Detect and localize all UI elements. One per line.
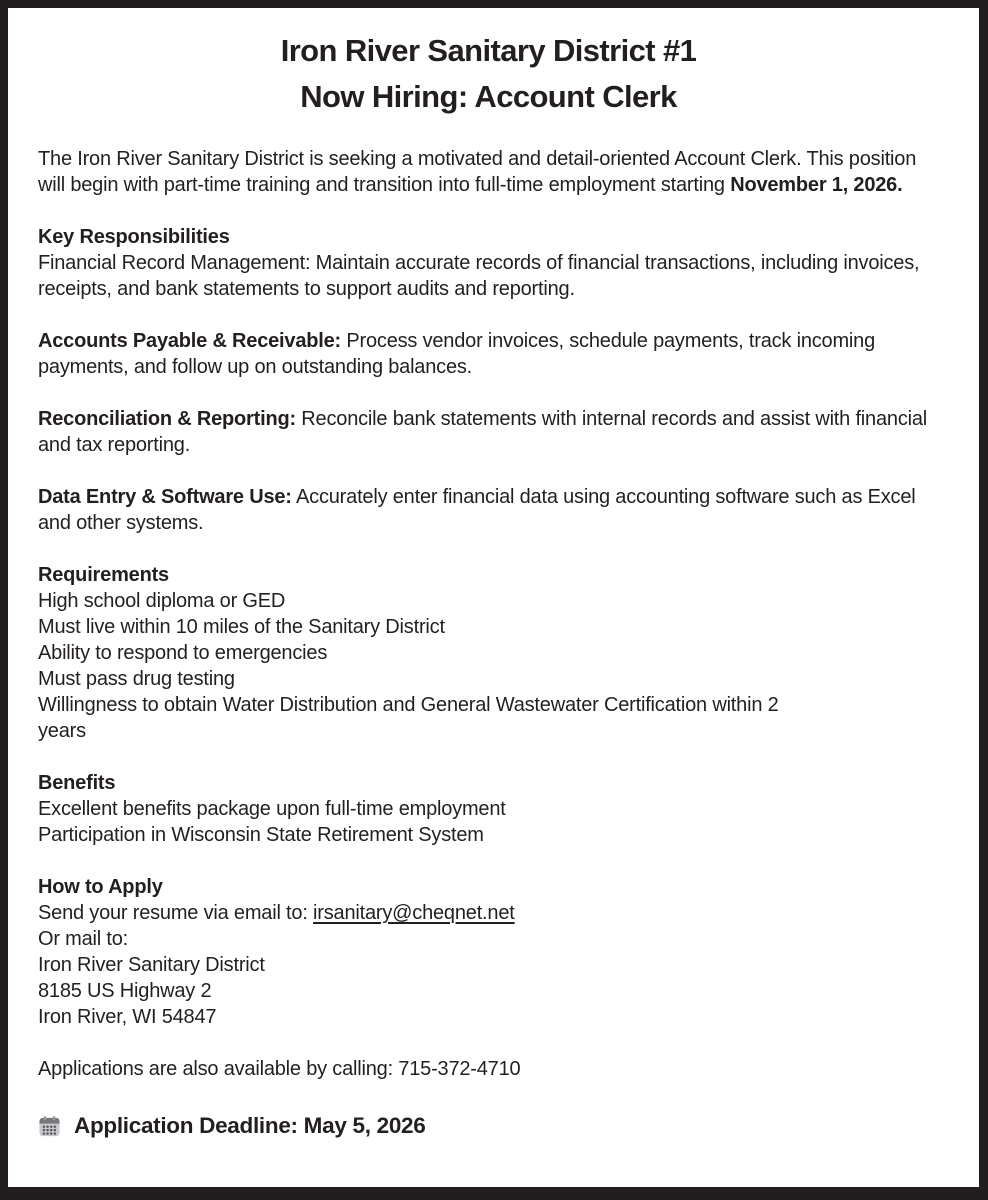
mail-line: Or mail to: (38, 928, 129, 950)
reconciliation-lead: Reconciliation & Reporting: (38, 408, 296, 430)
section-benefits (38, 770, 939, 848)
mail-line: Iron River Sanitary District (38, 954, 265, 976)
benefit-item: Participation in Wisconsin State Retirement System (38, 824, 484, 846)
benefits-heading: Benefits (38, 772, 116, 794)
title-line-2: Now Hiring: Account Clerk (300, 79, 677, 114)
deadline-text: Application Deadline: May 5, 2026 (74, 1113, 426, 1138)
requirement-item: Ability to respond to emergencies (38, 642, 328, 664)
key-responsibilities-body: Financial Record Management: Maintain accurate records of financial transactions, including invoices, receipts, and bank statements to support audits and reporting. (38, 252, 920, 300)
data-entry-body: Accurately enter financial data using accounting software such as Excel and other systems. (38, 486, 916, 534)
mail-line: 8185 US Highway 2 (38, 980, 212, 1002)
how-to-apply-heading: How to Apply (38, 876, 163, 898)
accounts-payable-lead: Accounts Payable & Receivable: (38, 330, 342, 352)
email-line (38, 900, 939, 926)
email-link[interactable]: irsanitary@cheqnet.net (313, 902, 515, 924)
section-requirements (38, 562, 939, 744)
section-reconciliation (38, 406, 939, 458)
requirement-item: Must pass drug testing (38, 668, 235, 690)
email-label: Send your resume via email to: (38, 902, 314, 924)
reconciliation-body: Reconcile bank statements with internal records and assist with financial and tax reporting. (38, 408, 928, 456)
benefit-item: Excellent benefits package upon full-time employment (38, 798, 506, 820)
key-responsibilities-heading: Key Responsibilities (38, 226, 230, 248)
mail-line: Iron River, WI 54847 (38, 1006, 217, 1028)
data-entry-lead: Data Entry & Software Use: (38, 486, 292, 508)
calendar-icon (38, 1115, 61, 1138)
intro-paragraph (38, 146, 939, 198)
requirements-heading: Requirements (38, 564, 169, 586)
phone-line: Applications are also available by calling: 715-372-4710 (38, 1058, 521, 1080)
section-data-entry (38, 484, 939, 536)
requirement-item: High school diploma or GED (38, 590, 286, 612)
start-date: November 1, 2026. (730, 174, 903, 196)
section-accounts-payable (38, 328, 939, 380)
section-key-responsibilities (38, 224, 939, 302)
accounts-payable-body: Process vendor invoices, schedule payments, track incoming payments, and follow up on outstanding balances. (38, 330, 876, 378)
title-line-1: Iron River Sanitary District #1 (280, 33, 697, 68)
requirement-item: Must live within 10 miles of the Sanitary District (38, 616, 445, 638)
intro-text: The Iron River Sanitary District is seeking a motivated and detail-oriented Account Clerk. This position will begin with part-time training and transition into full-time employment starting (38, 148, 917, 196)
deadline-row (38, 1112, 939, 1140)
job-posting-document (8, 8, 979, 1140)
requirement-item: Willingness to obtain Water Distribution and General Wastewater Certification within 2 years (38, 694, 779, 742)
section-how-to-apply (38, 874, 939, 1030)
document-title (38, 28, 939, 120)
